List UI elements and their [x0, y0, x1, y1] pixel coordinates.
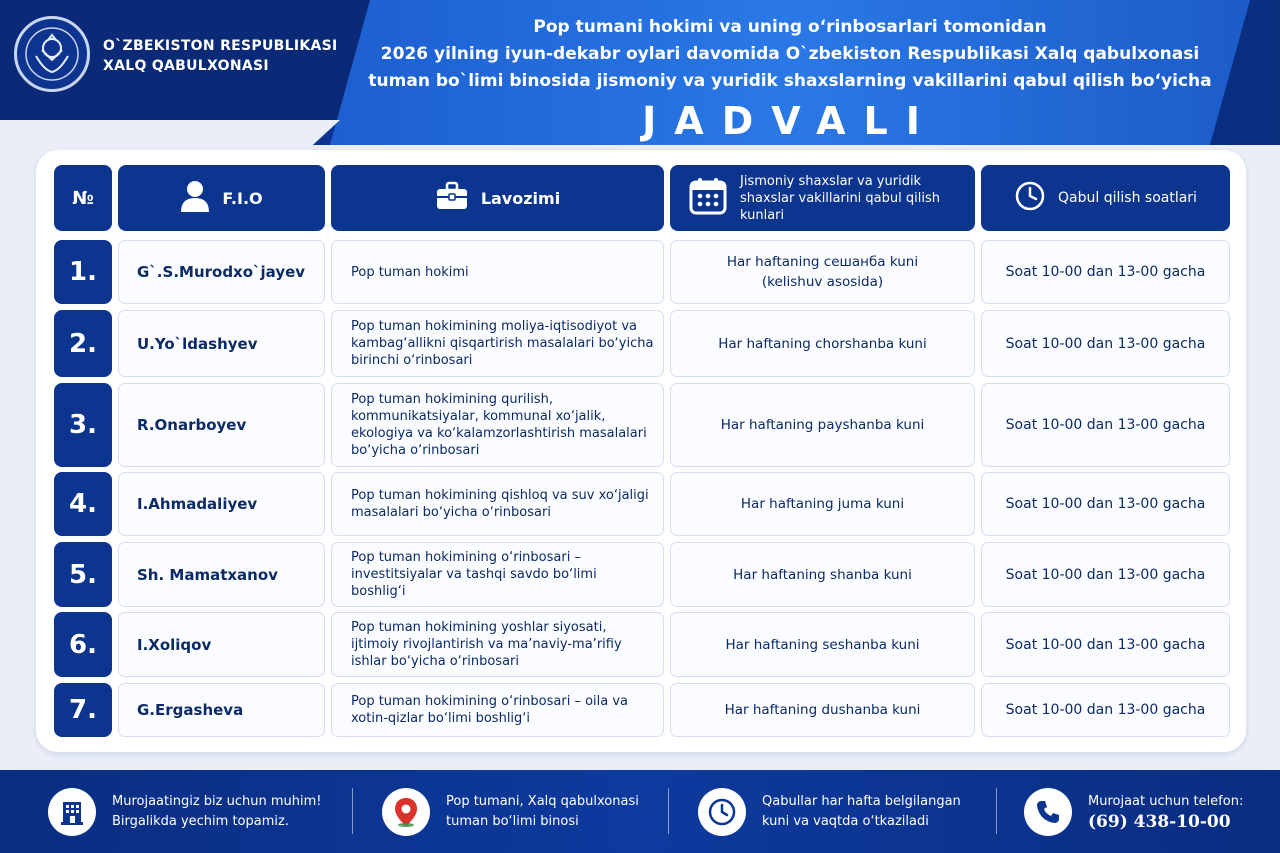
row-position: Pop tuman hokimining o‘rinbosari – oila va xotin-qizlar bo‘limi boshlig‘i: [331, 683, 664, 737]
footer-item3-line2: kuni va vaqtda o‘tkaziladi: [762, 814, 929, 829]
row-number: 1.: [54, 240, 112, 304]
row-hours: Soat 10-00 dan 13-00 gacha: [981, 383, 1230, 467]
row-day: Har haftaning сешанба kuni (kelishuv asosida): [670, 240, 975, 304]
footer-item-location: [382, 782, 639, 842]
row-name: U.Yo`ldashyev: [118, 310, 325, 377]
row-hours: Soat 10-00 dan 13-00 gacha: [981, 472, 1230, 536]
row-number: 2.: [54, 310, 112, 377]
row-name: I.Ahmadaliyev: [118, 472, 325, 536]
row-hours: Soat 10-00 dan 13-00 gacha: [981, 310, 1230, 377]
header-position-label: Lavozimi: [480, 188, 561, 208]
footer-item-schedule: [698, 782, 961, 842]
header-number-label: №: [72, 187, 94, 209]
footer-bar: [0, 770, 1280, 853]
row-day: Har haftaning seshanba kuni: [670, 612, 975, 677]
header-hours-label: Qabul qilish soatlari: [1058, 189, 1197, 206]
row-number: 6.: [54, 612, 112, 677]
footer-item-phone: [1024, 782, 1243, 842]
row-hours: Soat 10-00 dan 13-00 gacha: [981, 612, 1230, 677]
org-name-line1: O`ZBEKISTON RESPUBLIKASI: [103, 38, 338, 54]
row-name: G.Ergasheva: [118, 683, 325, 737]
row-hours: Soat 10-00 dan 13-00 gacha: [981, 240, 1230, 304]
state-emblem-icon: [14, 16, 90, 92]
header-number: [54, 165, 112, 231]
footer-divider: [996, 788, 997, 834]
row-position: Pop tuman hokimining moliya-iqtisodiyot va kambag‘allikni qisqartirish masalalari bo‘yicha birinchi o‘rinbosari: [331, 310, 664, 377]
row-position: Pop tuman hokimining yoshlar siyosati, ijtimoiy rivojlantirish va ma’naviy-ma’rifiy ishlar bo‘yicha o‘rinbosari: [331, 612, 664, 677]
footer-phone-number: (69) 438-10-00: [1088, 812, 1231, 832]
row-number: 3.: [54, 383, 112, 467]
header-days-label: Jismoniy shaxslar va yuridik shaxslar vakillarini qabul qilish kunlari: [740, 173, 940, 223]
row-day: Har haftaning payshanba kuni: [670, 383, 975, 467]
organization-name: [103, 36, 338, 76]
row-hours: Soat 10-00 dan 13-00 gacha: [981, 683, 1230, 737]
footer-item2-line2: tuman bo‘limi binosi: [446, 814, 579, 829]
footer-divider: [352, 788, 353, 834]
row-name: I.Xoliqov: [118, 612, 325, 677]
clock-icon: [1014, 180, 1046, 216]
building-icon: [48, 788, 96, 836]
row-hours: Soat 10-00 dan 13-00 gacha: [981, 542, 1230, 607]
title-line3: tuman bo`limi binosida jismoniy va yuridik shaxslarning vakillarini qabul qilish bo‘yicha: [368, 71, 1212, 91]
header-position: [331, 165, 664, 231]
person-icon: [180, 180, 210, 216]
footer-item-appeal: [48, 782, 321, 842]
title-line1: Pop tumani hokimi va uning o‘rinbosarlari tomonidan: [533, 17, 1047, 37]
footer-item1-line1: Murojaatingiz biz uchun muhim!: [112, 794, 322, 809]
row-number: 5.: [54, 542, 112, 607]
row-position: Pop tuman hokimining qishloq va suv xo‘jaligi masalalari bo‘yicha o‘rinbosari: [331, 472, 664, 536]
calendar-icon: [688, 176, 728, 220]
row-position: Pop tuman hokimining o‘rinbosari – investitsiyalar va tashqi savdo bo‘limi boshlig‘i: [331, 542, 664, 607]
title-jadvali: JADVALI: [642, 99, 938, 143]
row-position: Pop tuman hokimi: [331, 240, 664, 304]
page-title: [350, 14, 1230, 143]
row-name: Sh. Mamatxanov: [118, 542, 325, 607]
row-name: G`.S.Murodxo`jayev: [118, 240, 325, 304]
header-name: [118, 165, 325, 231]
phone-icon: [1024, 788, 1072, 836]
clock-icon: [698, 788, 746, 836]
header-hours: [981, 165, 1230, 231]
org-name-line2: XALQ QABULXONASI: [103, 58, 269, 74]
footer-item2-line1: Pop tumani, Xalq qabulxonasi: [446, 794, 639, 809]
row-day: Har haftaning chorshanba kuni: [670, 310, 975, 377]
location-pin-icon: [382, 788, 430, 836]
header-divider-strip: [0, 120, 340, 145]
row-day: Har haftaning shanba kuni: [670, 542, 975, 607]
footer-item1-line2: Birgalikda yechim topamiz.: [112, 814, 289, 829]
row-name: R.Onarboyev: [118, 383, 325, 467]
row-day: Har haftaning dushanba kuni: [670, 683, 975, 737]
briefcase-icon: [435, 181, 469, 215]
row-day: Har haftaning juma kuni: [670, 472, 975, 536]
footer-item3-line1: Qabullar har hafta belgilangan: [762, 794, 961, 809]
row-position: Pop tuman hokimining qurilish, kommunikatsiyalar, kommunal xo‘jalik, ekologiya va ko‘kalamzorlashtirish masalalari bo‘yicha o‘rinbosari: [331, 383, 664, 467]
header-name-label: F.I.O: [222, 188, 263, 208]
header-days: [670, 165, 975, 231]
title-line2: 2026 yilning iyun-dekabr oylari davomida O`zbekiston Respublikasi Xalq qabulxonasi: [380, 44, 1200, 64]
footer-divider: [668, 788, 669, 834]
footer-item4-line1: Murojaat uchun telefon:: [1088, 794, 1244, 809]
row-number: 7.: [54, 683, 112, 737]
row-number: 4.: [54, 472, 112, 536]
